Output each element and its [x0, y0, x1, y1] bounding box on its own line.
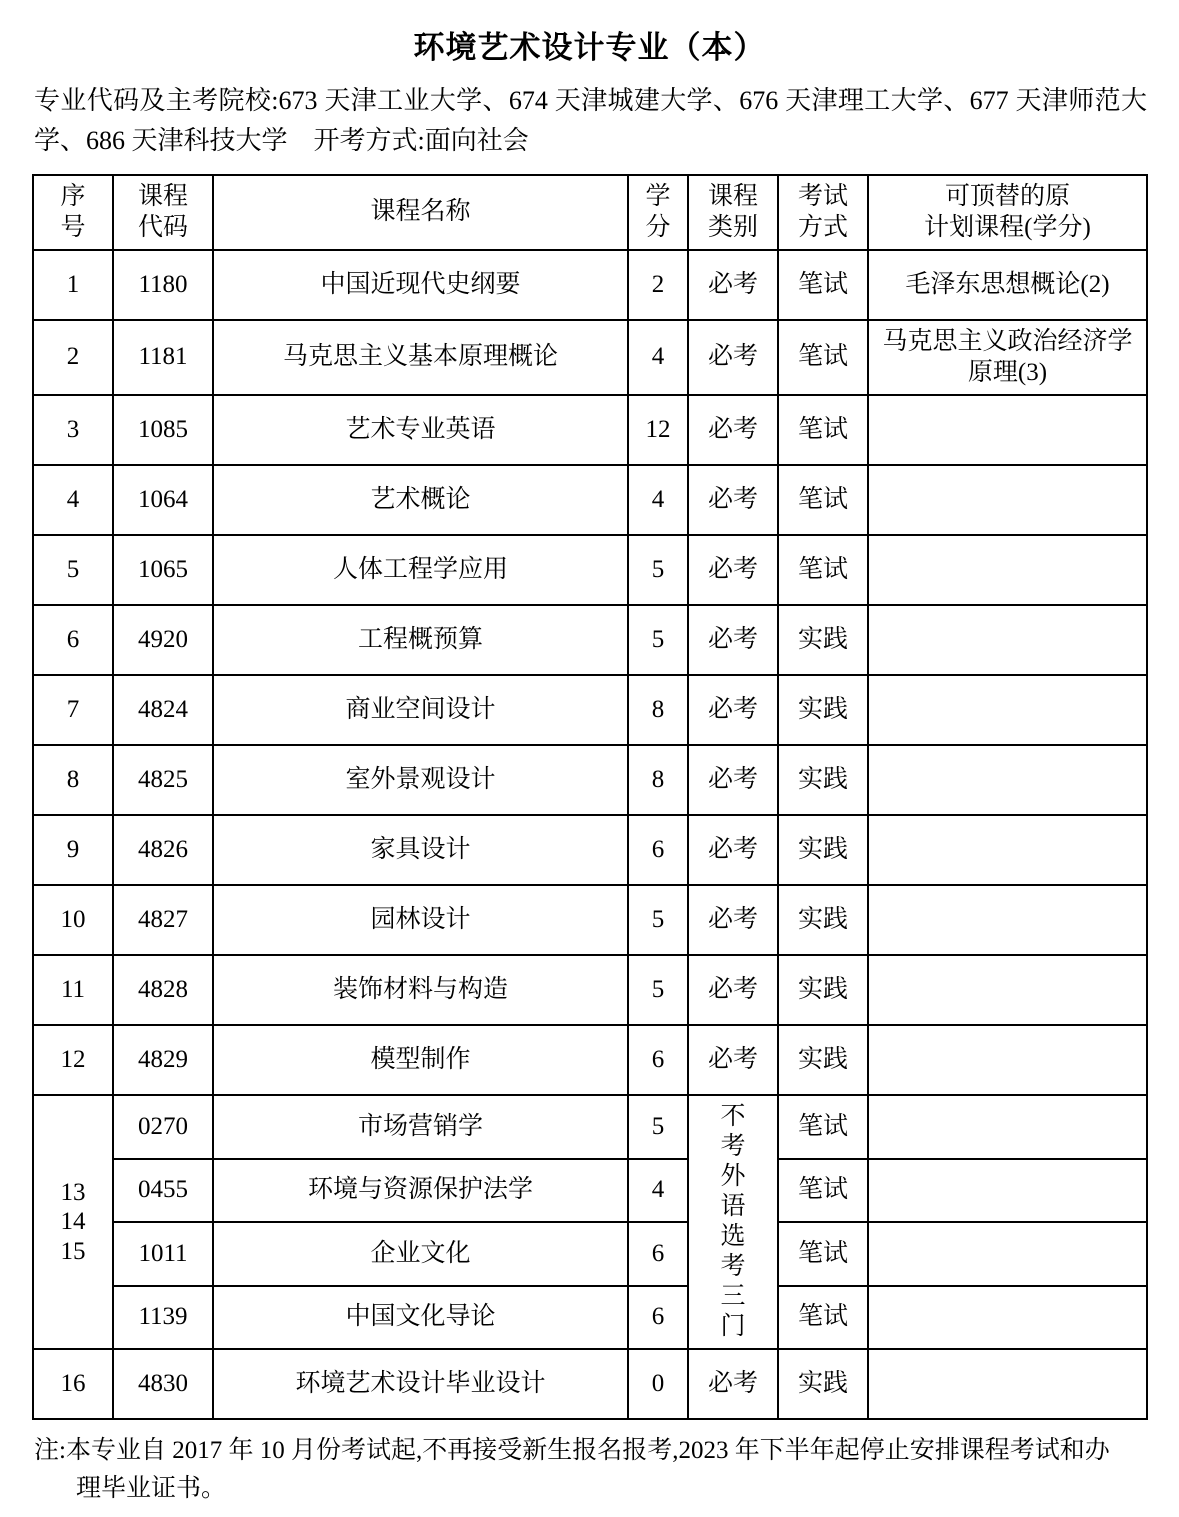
- cell-replace: 马克思主义政治经济学原理(3): [868, 320, 1147, 395]
- table-row: [33, 745, 1147, 815]
- cell-code: 4828: [113, 955, 213, 1025]
- table-row-elective: [33, 1095, 1147, 1159]
- header-cell-credit: [628, 175, 688, 250]
- cell-code: 1085: [113, 395, 213, 465]
- cell-code: 4824: [113, 675, 213, 745]
- header-exam-line1: 考试: [797, 183, 848, 211]
- table-row: [33, 955, 1147, 1025]
- cell-credit: 6: [628, 815, 688, 885]
- cell-replace: [868, 1286, 1147, 1350]
- header-code-line1: 课程: [137, 183, 188, 211]
- cell-type: 必考: [688, 535, 778, 605]
- cell-exam: 笔试: [778, 250, 868, 320]
- cell-credit: 4: [628, 465, 688, 535]
- group-type-char6: 考: [720, 1253, 746, 1281]
- cell-credit: 4: [628, 1159, 688, 1223]
- cell-replace: [868, 675, 1147, 745]
- cell-code: 0270: [113, 1095, 213, 1159]
- cell-no-group: [33, 1095, 113, 1349]
- cell-name: 中国文化导论: [213, 1286, 628, 1350]
- table-row: [33, 535, 1147, 605]
- table-header-row: [33, 175, 1147, 250]
- cell-exam: 笔试: [778, 395, 868, 465]
- table-row: [33, 1025, 1147, 1095]
- table-row-elective: [33, 1222, 1147, 1286]
- cell-code: 1181: [113, 320, 213, 395]
- cell-replace: 毛泽东思想概论(2): [868, 250, 1147, 320]
- header-replace-line1: 可顶替的原: [944, 183, 1070, 211]
- cell-replace: [868, 605, 1147, 675]
- cell-exam: 实践: [778, 815, 868, 885]
- cell-name: 企业文化: [213, 1222, 628, 1286]
- header-cell-name: 课程名称: [213, 175, 628, 250]
- cell-no: 12: [33, 1025, 113, 1095]
- cell-replace: [868, 885, 1147, 955]
- cell-no: 6: [33, 605, 113, 675]
- cell-type: 必考: [688, 605, 778, 675]
- cell-code: 4829: [113, 1025, 213, 1095]
- cell-credit: 5: [628, 535, 688, 605]
- cell-name: 环境艺术设计毕业设计: [213, 1349, 628, 1419]
- table-header: [33, 175, 1147, 250]
- cell-replace: [868, 1349, 1147, 1419]
- group-type-char2: 考: [720, 1133, 746, 1161]
- cell-name: 模型制作: [213, 1025, 628, 1095]
- header-replace-line2: 计划课程(学分): [924, 213, 1091, 241]
- cell-no: 9: [33, 815, 113, 885]
- cell-type: 必考: [688, 815, 778, 885]
- group-no-line2: 14: [60, 1208, 86, 1236]
- cell-name: 艺术概论: [213, 465, 628, 535]
- cell-name: 市场营销学: [213, 1095, 628, 1159]
- major-code-and-institutions: 专业代码及主考院校:673 天津工业大学、674 天津城建大学、676 天津理工大学、677 天津师范大学、686 天津科技大学 开考方式:面向社会: [34, 86, 1147, 155]
- cell-exam: 笔试: [778, 320, 868, 395]
- cell-type: 必考: [688, 250, 778, 320]
- header-cell-code: [113, 175, 213, 250]
- cell-name: 人体工程学应用: [213, 535, 628, 605]
- cell-type: 必考: [688, 955, 778, 1025]
- cell-exam: 实践: [778, 605, 868, 675]
- cell-replace: [868, 815, 1147, 885]
- cell-replace: [868, 745, 1147, 815]
- cell-no: 16: [33, 1349, 113, 1419]
- cell-credit: 8: [628, 745, 688, 815]
- cell-type: 必考: [688, 465, 778, 535]
- group-type-char7: 三: [720, 1283, 746, 1311]
- cell-no: 11: [33, 955, 113, 1025]
- cell-code: 4826: [113, 815, 213, 885]
- table-body: [33, 250, 1147, 1419]
- cell-name: 工程概预算: [213, 605, 628, 675]
- cell-replace: [868, 1025, 1147, 1095]
- cell-no: 10: [33, 885, 113, 955]
- cell-credit: 4: [628, 320, 688, 395]
- cell-no: 1: [33, 250, 113, 320]
- cell-replace: [868, 955, 1147, 1025]
- cell-exam: 实践: [778, 955, 868, 1025]
- cell-exam: 笔试: [778, 535, 868, 605]
- cell-exam: 实践: [778, 885, 868, 955]
- table-row: [33, 465, 1147, 535]
- cell-replace: [868, 535, 1147, 605]
- header-cell-exam: [778, 175, 868, 250]
- group-type-char3: 外: [720, 1163, 746, 1191]
- cell-code: 1064: [113, 465, 213, 535]
- cell-credit: 6: [628, 1222, 688, 1286]
- cell-type: 必考: [688, 745, 778, 815]
- table-row: [33, 605, 1147, 675]
- header-credit-line1: 学: [645, 183, 671, 211]
- cell-no: 7: [33, 675, 113, 745]
- header-credit-line2: 分: [645, 213, 671, 241]
- group-type-char1: 不: [720, 1103, 746, 1131]
- cell-name: 室外景观设计: [213, 745, 628, 815]
- cell-credit: 0: [628, 1349, 688, 1419]
- table-row-elective: [33, 1159, 1147, 1223]
- cell-credit: 6: [628, 1025, 688, 1095]
- cell-no: 8: [33, 745, 113, 815]
- cell-code: 4825: [113, 745, 213, 815]
- cell-code: 4827: [113, 885, 213, 955]
- header-code-line2: 代码: [137, 213, 188, 241]
- cell-name: 园林设计: [213, 885, 628, 955]
- cell-code: 1139: [113, 1286, 213, 1350]
- group-no-line3: 15: [60, 1237, 86, 1265]
- cell-no: 4: [33, 465, 113, 535]
- group-no-line1: 13: [60, 1178, 86, 1206]
- cell-name: 环境与资源保护法学: [213, 1159, 628, 1223]
- cell-code: 0455: [113, 1159, 213, 1223]
- table-row: [33, 250, 1147, 320]
- cell-no: 5: [33, 535, 113, 605]
- header-no-line2: 号: [60, 213, 86, 241]
- header-no-line1: 序: [60, 183, 86, 211]
- cell-type: 必考: [688, 395, 778, 465]
- page-title: 环境艺术设计专业（本）: [413, 30, 766, 65]
- cell-type: 必考: [688, 675, 778, 745]
- header-cell-no: [33, 175, 113, 250]
- cell-exam: 实践: [778, 1349, 868, 1419]
- cell-replace: [868, 1222, 1147, 1286]
- cell-code: 4920: [113, 605, 213, 675]
- cell-type: 必考: [688, 885, 778, 955]
- group-type-char8: 门: [720, 1313, 746, 1341]
- cell-credit: 5: [628, 885, 688, 955]
- cell-type-group: [688, 1095, 778, 1349]
- cell-exam: 实践: [778, 745, 868, 815]
- header-type-line2: 类别: [707, 213, 758, 241]
- cell-exam: 笔试: [778, 1095, 868, 1159]
- cell-exam: 笔试: [778, 465, 868, 535]
- cell-replace: [868, 465, 1147, 535]
- cell-exam: 实践: [778, 675, 868, 745]
- footnote-line2: 理毕业证书。: [76, 1474, 227, 1502]
- footnote-line1: 注:本专业自 2017 年 10 月份考试起,不再接受新生报名报考,2023 年下半年起停止安排课程考试和办: [34, 1437, 1110, 1465]
- course-plan-table: [32, 174, 1148, 1420]
- cell-name: 艺术专业英语: [213, 395, 628, 465]
- cell-credit: 6: [628, 1286, 688, 1350]
- table-row: [33, 1349, 1147, 1419]
- cell-name: 马克思主义基本原理概论: [213, 320, 628, 395]
- cell-code: 1180: [113, 250, 213, 320]
- cell-credit: 8: [628, 675, 688, 745]
- cell-name: 中国近现代史纲要: [213, 250, 628, 320]
- table-row-elective: [33, 1286, 1147, 1350]
- cell-name: 商业空间设计: [213, 675, 628, 745]
- table-row: [33, 395, 1147, 465]
- footnote: [34, 1432, 1147, 1507]
- header-cell-replace: [868, 175, 1147, 250]
- cell-name: 家具设计: [213, 815, 628, 885]
- table-row: [33, 675, 1147, 745]
- group-type-char4: 语: [720, 1193, 746, 1221]
- cell-replace: [868, 1095, 1147, 1159]
- cell-exam: 笔试: [778, 1159, 868, 1223]
- cell-type: 必考: [688, 320, 778, 395]
- header-cell-type: [688, 175, 778, 250]
- cell-replace: [868, 395, 1147, 465]
- cell-no: 2: [33, 320, 113, 395]
- cell-code: 4830: [113, 1349, 213, 1419]
- header-exam-line2: 方式: [797, 213, 848, 241]
- cell-credit: 5: [628, 955, 688, 1025]
- cell-no: 3: [33, 395, 113, 465]
- table-row: [33, 815, 1147, 885]
- header-type-line1: 课程: [707, 183, 758, 211]
- cell-code: 1065: [113, 535, 213, 605]
- cell-credit: 2: [628, 250, 688, 320]
- cell-code: 1011: [113, 1222, 213, 1286]
- cell-exam: 实践: [778, 1025, 868, 1095]
- group-type-char5: 选: [720, 1223, 746, 1251]
- cell-credit: 12: [628, 395, 688, 465]
- cell-exam: 笔试: [778, 1222, 868, 1286]
- cell-name: 装饰材料与构造: [213, 955, 628, 1025]
- cell-credit: 5: [628, 1095, 688, 1159]
- table-row: [33, 320, 1147, 395]
- cell-type: 必考: [688, 1349, 778, 1419]
- cell-exam: 笔试: [778, 1286, 868, 1350]
- cell-credit: 5: [628, 605, 688, 675]
- cell-replace: [868, 1159, 1147, 1223]
- cell-type: 必考: [688, 1025, 778, 1095]
- table-row: [33, 885, 1147, 955]
